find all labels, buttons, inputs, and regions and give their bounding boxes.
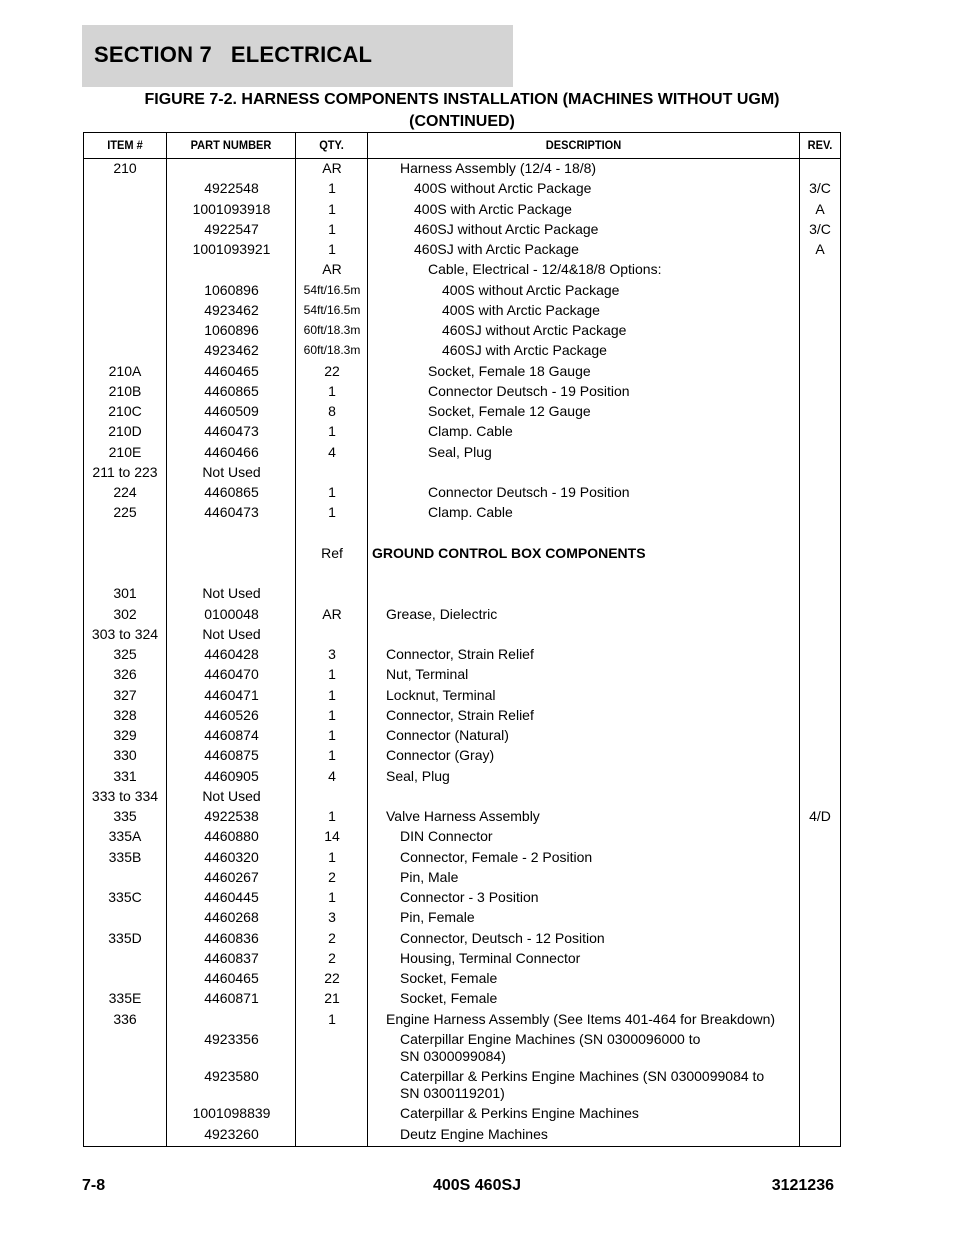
section-title: SECTION 7 ELECTRICAL [94, 42, 373, 67]
model-name: 400S 460SJ [432, 1177, 522, 1194]
quantity: 21 [324, 990, 340, 1007]
item-number: 302 [113, 605, 137, 622]
revision: 4/D [809, 808, 831, 824]
item-number: 329 [113, 727, 137, 743]
part-number: 4460526 [204, 706, 259, 723]
description: Locknut, Terminal [386, 686, 496, 703]
part-number: 4922547 [204, 220, 259, 237]
revision: 3/C [809, 180, 831, 197]
item-number: 225 [113, 504, 137, 521]
quantity: Ref [321, 544, 343, 561]
quantity: 1 [328, 1010, 336, 1027]
description: 400S without Arctic Package [414, 180, 592, 197]
description: Pin, Female [400, 909, 475, 926]
description: Clamp. Cable [428, 423, 513, 440]
figure-title: FIGURE 7-2. HARNESS COMPONENTS INSTALLATION (MACHINES WITHOUT UGM) [144, 91, 780, 108]
revision: 3/C [809, 220, 831, 237]
item-number: 224 [113, 484, 137, 500]
description: 460SJ without Arctic Package [442, 322, 627, 338]
description: Connector, Strain Relief [386, 646, 534, 662]
description: Socket, Female 18 Gauge [428, 362, 591, 379]
part-number: 4923580 [204, 1068, 259, 1084]
quantity: 1 [328, 484, 336, 500]
quantity: 60ft/18.3m [303, 323, 361, 337]
item-number: 333 to 334 [91, 787, 159, 804]
part-number: Not Used [202, 787, 261, 804]
description: 400S with Arctic Package [414, 200, 572, 217]
description: Caterpillar & Perkins Engine Machines [400, 1105, 639, 1122]
part-number: 1060896 [204, 281, 259, 298]
header-divider [84, 158, 840, 159]
item-number: 210B [108, 382, 142, 399]
quantity: 4 [328, 767, 336, 784]
item-number: 211 to 223 [92, 463, 158, 480]
page-number: 7-8 [82, 1177, 106, 1194]
part-number: 1001093921 [192, 241, 271, 257]
description: Connector (Natural) [386, 727, 509, 743]
item-number: 335D [108, 929, 142, 946]
part-number: 4460874 [204, 727, 259, 743]
description: Connector, Strain Relief [386, 706, 534, 723]
description: Caterpillar & Perkins Engine Machines (SN 0300099084 to [400, 1068, 765, 1084]
description: Connector Deutsch - 19 Position [428, 484, 630, 500]
quantity: 1 [328, 848, 336, 865]
quantity: 3 [328, 646, 336, 662]
quantity: 1 [328, 686, 336, 703]
description: 400S without Arctic Package [442, 281, 620, 298]
quantity: 54ft/16.5m [303, 302, 361, 317]
quantity: 1 [328, 666, 336, 683]
item-number: 210D [108, 423, 142, 440]
description: Clamp. Cable [428, 504, 513, 521]
description: Connector (Gray) [386, 747, 495, 764]
header-rev: REV. [807, 138, 833, 152]
quantity: 1 [328, 504, 336, 521]
quantity: 1 [328, 889, 336, 905]
description: Valve Harness Assembly [386, 808, 540, 824]
quantity: AR [322, 261, 342, 278]
header-description: DESCRIPTION [545, 138, 622, 152]
part-number: Not Used [202, 585, 261, 602]
quantity: 1 [328, 220, 336, 237]
quantity: 2 [328, 949, 336, 966]
description: 400S with Arctic Package [442, 301, 600, 318]
description: Grease, Dielectric [386, 605, 498, 622]
item-number: 335 [113, 808, 137, 824]
description: Housing, Terminal Connector [400, 949, 581, 966]
description: Connector Deutsch - 19 Position [428, 382, 630, 399]
part-number: 1060896 [204, 322, 259, 338]
item-number: 328 [113, 706, 137, 723]
description: Deutz Engine Machines [400, 1125, 548, 1142]
quantity: 54ft/16.5m [303, 282, 361, 297]
quantity: 2 [328, 868, 336, 885]
part-number: 4922538 [204, 808, 259, 824]
figure-title-continued: (CONTINUED) [409, 113, 515, 130]
item-number: 326 [113, 666, 137, 683]
description-continued: SN 0300119201) [400, 1085, 505, 1101]
part-number: 4460837 [204, 949, 259, 966]
part-number: 0100048 [204, 605, 259, 622]
header-item: ITEM # [107, 138, 143, 152]
header-part-number: PART NUMBER [190, 138, 272, 152]
quantity: 8 [328, 403, 336, 419]
column-divider [799, 133, 800, 1146]
description: Seal, Plug [386, 767, 450, 784]
description: Socket, Female [400, 990, 498, 1007]
item-number: 327 [113, 686, 137, 703]
part-number: 4923462 [204, 342, 259, 359]
part-number: 4460267 [204, 868, 259, 885]
revision: A [815, 241, 825, 257]
quantity: 3 [328, 909, 336, 926]
quantity: 14 [324, 828, 340, 845]
item-number: 210E [108, 443, 142, 460]
quantity: 1 [328, 241, 336, 257]
part-number: 4460871 [204, 990, 259, 1007]
parts-table [83, 132, 841, 1147]
part-number: 4460466 [204, 443, 259, 460]
quantity: 1 [328, 200, 336, 217]
part-number: 4460509 [204, 403, 259, 419]
quantity: 1 [328, 180, 336, 197]
description: Connector, Deutsch - 12 Position [400, 929, 605, 946]
description: Pin, Male [400, 868, 459, 885]
quantity: 1 [328, 382, 336, 399]
part-number: 4460836 [204, 929, 259, 946]
quantity: 22 [324, 362, 340, 379]
description: Caterpillar Engine Machines (SN 0300096000 to [400, 1030, 701, 1047]
description: Harness Assembly (12/4 - 18/8) [400, 160, 597, 176]
description: Socket, Female [400, 970, 498, 986]
item-number: 301 [113, 585, 137, 602]
item-number: 303 to 324 [91, 625, 159, 642]
item-number: 325 [113, 646, 137, 662]
part-number: Not Used [202, 463, 261, 480]
part-number: 4460473 [204, 423, 259, 440]
quantity: 1 [328, 747, 336, 764]
part-number: 4460880 [204, 828, 259, 845]
description: Seal, Plug [428, 443, 492, 460]
item-number: 331 [113, 767, 137, 784]
description: Connector, Female - 2 Position [400, 848, 593, 865]
part-number: 4460865 [204, 484, 259, 500]
quantity: AR [322, 160, 342, 176]
part-number: 4460428 [204, 646, 259, 662]
part-number: 4460465 [204, 362, 259, 379]
description: GROUND CONTROL BOX COMPONENTS [372, 544, 646, 561]
quantity: 22 [324, 970, 340, 986]
revision: A [815, 200, 825, 217]
part-number: 4923356 [204, 1030, 259, 1047]
description: 460SJ with Arctic Package [442, 342, 607, 359]
item-number: 210 [113, 160, 137, 176]
part-number: 4923462 [204, 301, 259, 318]
quantity: 1 [328, 727, 336, 743]
part-number: 4460320 [204, 848, 259, 865]
quantity: 60ft/18.3m [303, 343, 361, 358]
part-number: 1001093918 [192, 200, 271, 217]
quantity: 4 [328, 443, 336, 460]
document-number: 3121236 [771, 1177, 834, 1194]
part-number: 4923260 [204, 1125, 259, 1142]
description: Nut, Terminal [386, 666, 469, 683]
description: Socket, Female 12 Gauge [428, 403, 591, 419]
part-number: 4460445 [204, 889, 259, 905]
part-number: 4460473 [204, 504, 259, 521]
part-number: 4460905 [204, 767, 259, 784]
description: Connector - 3 Position [400, 889, 539, 905]
quantity: 1 [328, 808, 336, 824]
item-number: 210A [108, 362, 142, 379]
part-number: 4460865 [204, 382, 259, 399]
part-number: 1001098839 [192, 1105, 271, 1122]
item-number: 335A [108, 828, 142, 845]
part-number: 4460465 [204, 970, 259, 986]
part-number: 4460471 [204, 686, 259, 703]
quantity: 2 [328, 929, 336, 946]
description: DIN Connector [400, 828, 493, 845]
description: 460SJ without Arctic Package [414, 220, 599, 237]
item-number: 336 [113, 1010, 137, 1027]
part-number: 4460268 [204, 909, 259, 926]
item-number: 210C [108, 403, 142, 419]
description: Engine Harness Assembly (See Items 401-464 for Breakdown) [386, 1010, 776, 1027]
description-continued: SN 0300099084) [400, 1047, 506, 1064]
item-number: 335B [108, 848, 142, 865]
description: Cable, Electrical - 12/4&18/8 Options: [428, 261, 662, 278]
part-number: 4922548 [204, 180, 259, 197]
item-number: 330 [113, 747, 137, 764]
part-number: Not Used [202, 625, 261, 642]
description: 460SJ with Arctic Package [414, 241, 579, 257]
quantity: AR [322, 605, 342, 622]
item-number: 335E [108, 990, 142, 1007]
part-number: 4460875 [204, 747, 259, 764]
part-number: 4460470 [204, 666, 259, 683]
quantity: 1 [328, 423, 336, 440]
quantity: 1 [328, 706, 336, 723]
header-qty: QTY. [319, 138, 344, 152]
item-number: 335C [108, 889, 142, 905]
